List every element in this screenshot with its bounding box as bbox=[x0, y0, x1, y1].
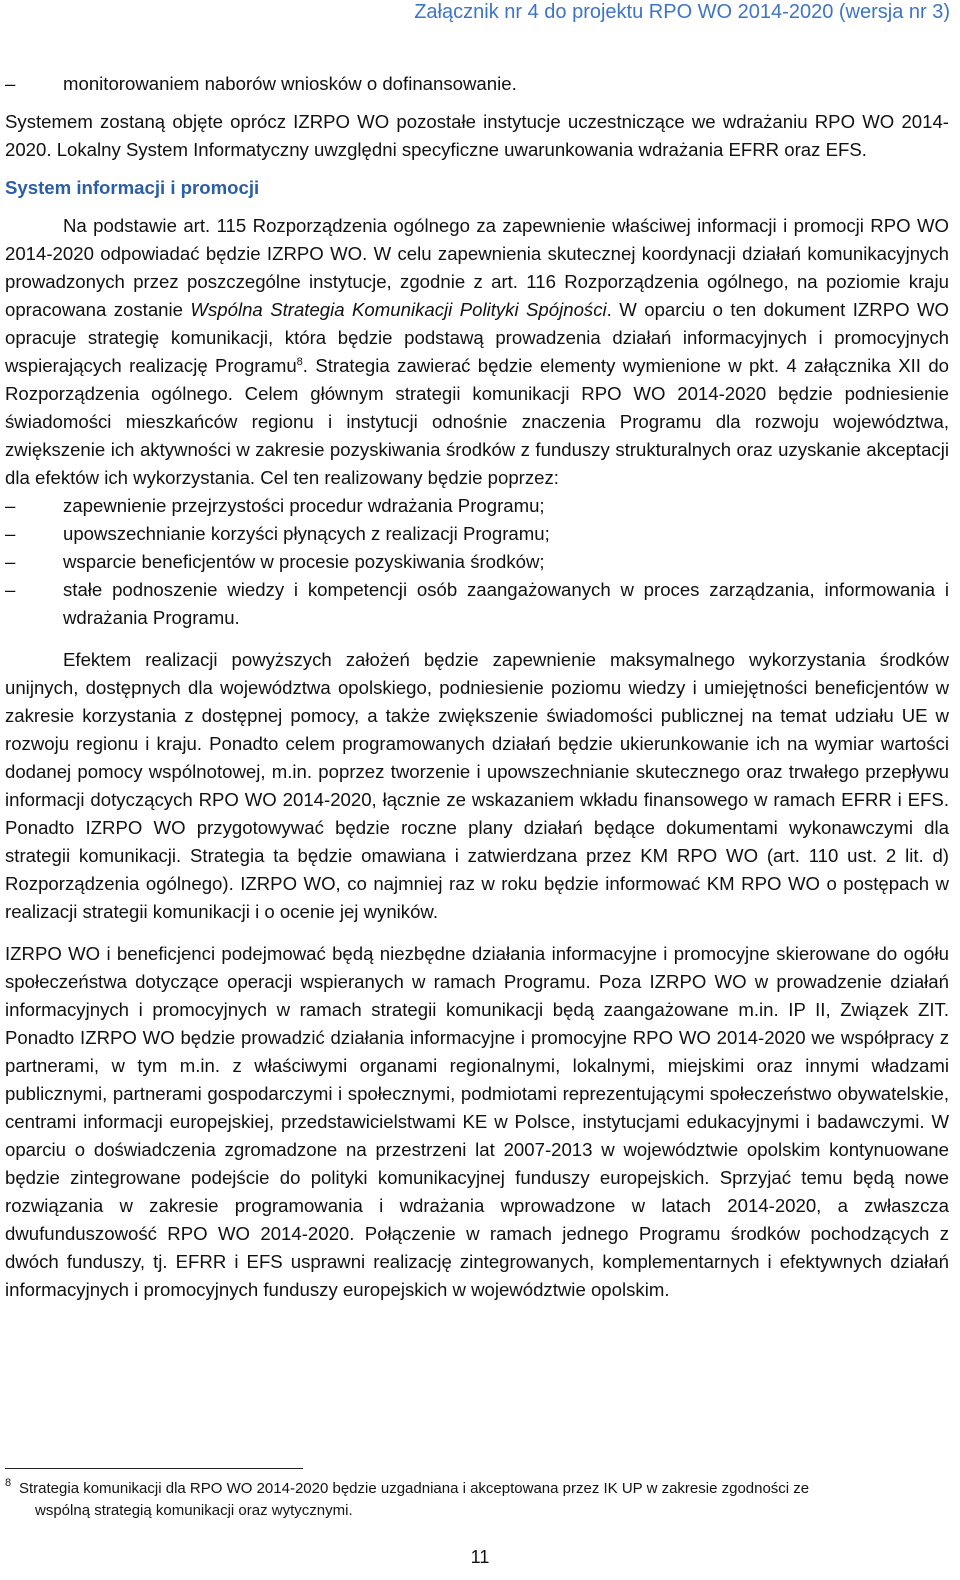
paragraph-effects: Efektem realizacji powyższych założeń będzie zapewnienie maksymalnego wykorzystania środków unijnych, dostępnych dla województwa opolskiego, podniesienie poziomu wiedzy i umiejętności beneficjentów w zakresie korzystania z dostępnej pomocy, a także zwiększenie świadomości publicznej na temat udziału UE w rozwoju regionu i kraju. Ponadto celem programowanych działań będzie ukierunkowanie ich na wymiar wartości dodanej pomocy wspólnotowej, m.in. poprzez tworzenie i upowszechnianie skutecznego oraz trwałego przepływu informacji dotyczących RPO WO 2014-2020, łącznie ze wskazaniem wkładu finansowego w ramach EFRR i EFS. Ponadto IZRPO WO przygotowywać będzie roczne plany działań będące dokumentami wykonawczymi dla strategii komunikacji. Strategia ta będzie omawiana i zatwierdzana przez KM RPO WO (art. 110 ust. 2 lit. d) Rozporządzenia ogólnego). IZRPO WO, co najmniej raz w roku będzie informować KM RPO WO o postępach w realizacji strategii komunikacji i o ocenie jej wyników. bbox=[5, 649, 949, 922]
dash-bullet: – bbox=[5, 523, 16, 544]
list-item-text: wsparcie beneficjentów w procesie pozyskiwania środków; bbox=[63, 551, 545, 572]
list-item bbox=[5, 492, 949, 520]
dash-bullet: – bbox=[5, 495, 16, 516]
page-number: 11 bbox=[470, 1547, 490, 1567]
footnote bbox=[5, 1478, 949, 1522]
paragraph-partners: IZRPO WO i beneficjenci podejmować będą niezbędne działania informacyjne i promocyjne skierowane do ogółu społeczeństwa dotyczące operacji wspieranych w ramach Programu. Poza IZRPO WO w prowadzenie działań informacyjnych i promocyjnych w ramach strategii komunikacji będą zaangażowane m.in. IP II, Związek ZIT. Ponadto IZRPO WO będzie prowadzić działania informacyjne i promocyjne RPO WO 2014-2020 we współpracy z partnerami, w tym m.in. z właściwymi organami regionalnymi, lokalnymi, miejskimi oraz innymi władzami publicznymi, partnerami gospodarczymi i społecznymi, podmiotami reprezentującymi społeczeństwo obywatelskie, centrami informacji europejskiej, przedstawicielstwami KE w Polsce, instytucjami edukacyjnymi i badawczymi. W oparciu o doświadczenia zgromadzone na przestrzeni lat 2007-2013 w województwie opolskim kontynuowane będzie zintegrowane podejście do polityki komunikacyjnej funduszy europejskich. Sprzyjać temu będą nowe rozwiązania w zakresie programowania i wdrażania wprowadzone w latach 2014-2020, a zwłaszcza dwufunduszowość RPO WO 2014-2020. Połączenie w ramach jednego Programu środków pochodzących z dwóch funduszy, tj. EFRR i EFS usprawni realizację zintegrowanych, komplementarnych i efektywnych działań informacyjnych i promocyjnych funduszy europejskich w województwie opolskim. bbox=[5, 943, 949, 1300]
strategy-title-italic: Wspólna Strategia Komunikacji Polityki Spójności bbox=[190, 299, 607, 320]
list-item bbox=[5, 520, 949, 548]
page-header: Załącznik nr 4 do projektu RPO WO 2014-2020 (wersja nr 3) bbox=[414, 1, 950, 23]
footnote-mark: 8 bbox=[5, 1477, 12, 1489]
footnote-text-line-1: Strategia komunikacji dla RPO WO 2014-2020 będzie uzgadniana i akceptowana przez IK UP w zakresie zgodności ze bbox=[19, 1480, 810, 1497]
footnote-reference[interactable]: 8 bbox=[296, 355, 303, 368]
list-item-text: monitorowaniem naborów wniosków o dofinansowanie. bbox=[63, 73, 517, 94]
paragraph-main bbox=[5, 212, 949, 492]
paragraph-main-text-3: . Strategia zawierać będzie elementy wymienione w pkt. 4 załącznika XII do Rozporządzenia ogólnego. Celem głównym strategii komunikacji RPO WO 2014-2020 będzie podniesienie świadomości mieszkańców regionu i instytucji odnośnie znaczenia Programu dla rozwoju województwa, zwiększenie ich aktywności w zakresie pozyskiwania środków z funduszy strukturalnych oraz uzyskanie akceptacji dla efektów ich wykorzystania. Cel ten realizowany będzie poprzez: bbox=[5, 355, 949, 488]
paragraph-main-text-2: . W oparciu o ten dokument IZRPO WO opracuje strategię komunikacji, która będzie podstawą prowadzenia działań informacyjnych i promocyjnych wspierających realizację Programu bbox=[5, 299, 950, 376]
footnote-text-line-2: wspólną strategią komunikacji oraz wytycznymi. bbox=[35, 1502, 353, 1519]
bullet-list bbox=[5, 492, 949, 632]
list-item-text: stałe podnoszenie wiedzy i kompetencji osób zaangażowanych w proces zarządzania, informowania i wdrażania Programu. bbox=[63, 579, 949, 628]
list-item-text: upowszechnianie korzyści płynących z realizacji Programu; bbox=[63, 523, 550, 544]
paragraph-system: Systemem zostaną objęte oprócz IZRPO WO pozostałe instytucje uczestniczące we wdrażaniu RPO WO 2014-2020. Lokalny System Informatyczny uwzględni specyficzne uwarunkowania wdrażania EFRR oraz EFS. bbox=[5, 111, 949, 160]
footnote-separator bbox=[5, 1468, 303, 1469]
section-heading: System informacji i promocji bbox=[5, 177, 260, 198]
list-item bbox=[5, 70, 949, 98]
list-item bbox=[5, 576, 949, 632]
paragraph-main-text-1: Na podstawie art. 115 Rozporządzenia ogólnego za zapewnienie właściwej informacji i promocji RPO WO 2014-2020 odpowiadać będzie IZRPO WO. W celu zapewnienia skutecznej koordynacji działań komunikacyjnych prowadzonych przez poszczególne instytucje, zgodnie z art. 116 Rozporządzenia ogólnego, na poziomie kraju opracowana zostanie bbox=[5, 215, 949, 320]
list-item-text: zapewnienie przejrzystości procedur wdrażania Programu; bbox=[63, 495, 545, 516]
list-item bbox=[5, 548, 949, 576]
dash-bullet: – bbox=[5, 73, 16, 94]
dash-bullet: – bbox=[5, 551, 16, 572]
dash-bullet: – bbox=[5, 579, 16, 600]
page-content bbox=[5, 70, 949, 1304]
